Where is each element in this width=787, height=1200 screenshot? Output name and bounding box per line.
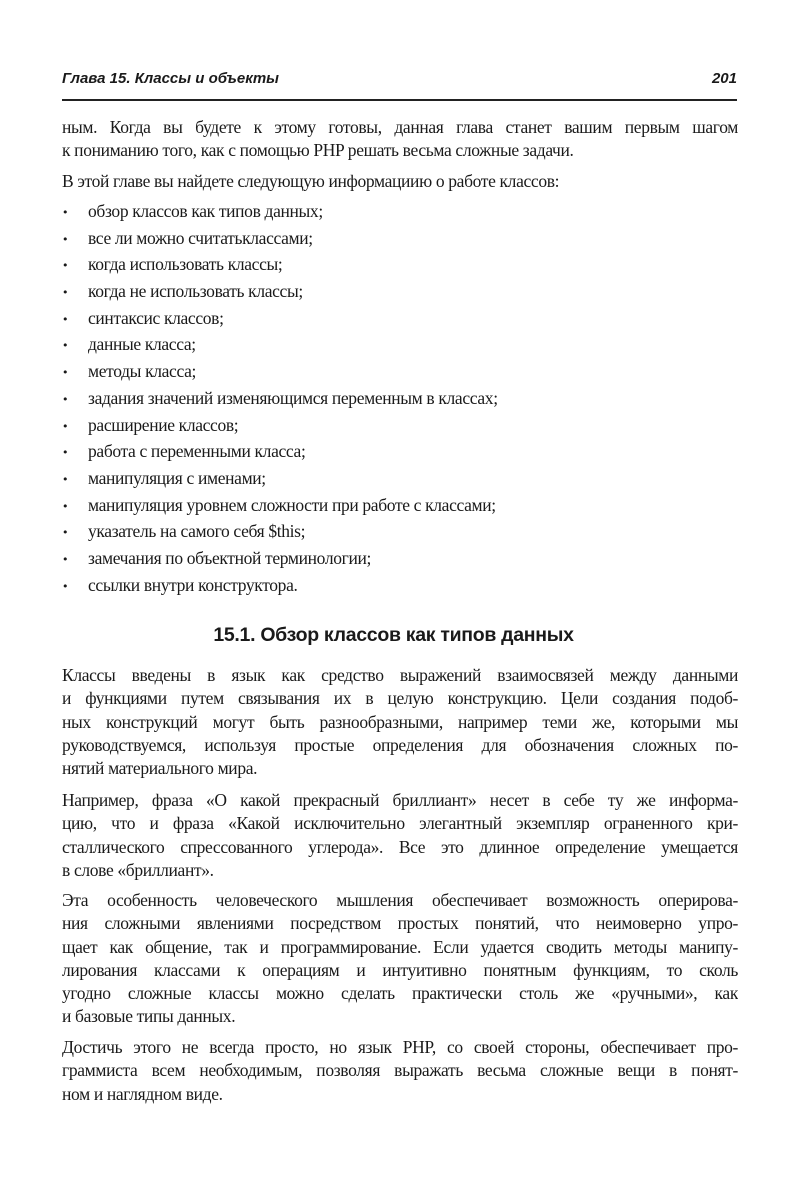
- text-line: сталлического спрессованного углерода». Все это длинное определение умещается: [62, 836, 738, 857]
- bullet-icon: •: [62, 232, 69, 246]
- header-rule: [62, 99, 737, 101]
- text-line: Например, фраза «О какой прекрасный бриллиант» несет в себе ту же информа-: [62, 790, 738, 810]
- list-item: [62, 251, 498, 278]
- text-line: Классы введены в язык как средство выражений взаимосвязей между данными: [62, 665, 738, 685]
- text-line: В этой главе вы найдете следующую информациию о работе классов:: [62, 171, 560, 191]
- bullet-icon: •: [62, 446, 69, 460]
- bullet-icon: •: [62, 526, 69, 540]
- text-line: ным. Когда вы будете к этому готовы, данная глава станет вашим первым шагом: [62, 117, 738, 137]
- section-heading: 15.1. Обзор классов как типов данных: [213, 624, 574, 646]
- list-item-text: манипуляция с именами;: [88, 467, 266, 488]
- list-item-text: синтаксис классов;: [88, 307, 224, 328]
- list-item-text: данные класса;: [88, 334, 196, 355]
- list-item: [62, 545, 498, 572]
- text-line: руководствуемся, используя простые определения для обозначения сложных по-: [62, 734, 738, 755]
- intro-paragraph: [62, 116, 738, 163]
- running-header: [62, 70, 737, 92]
- list-item-text: указатель на самого себя $this;: [88, 521, 306, 542]
- list-item: [62, 412, 498, 439]
- text-line: ния сложными явлениями посредством простых понятий, что неимоверно упро-: [62, 913, 738, 934]
- list-item-text: методы класса;: [88, 361, 197, 382]
- list-item-text: когда использовать классы;: [88, 254, 283, 275]
- list-item: [62, 518, 498, 545]
- list-item-text: расширение классов;: [88, 414, 239, 435]
- bullet-icon: •: [62, 392, 69, 406]
- bullet-icon: •: [62, 286, 69, 300]
- text-line: ном и наглядном виде.: [62, 1083, 223, 1104]
- list-item: [62, 465, 498, 492]
- text-line: и функциями путем связывания их в целую конструкцию. Цели создания подоб-: [62, 688, 738, 709]
- paragraph: [62, 664, 738, 780]
- list-item: [62, 198, 498, 225]
- list-item-text: когда не использовать классы;: [88, 281, 303, 302]
- text-line: Эта особенность человеческого мышления обеспечивает возможность оперирова-: [62, 890, 738, 910]
- text-line: к пониманию того, как с помощью PHP решать весьма сложные задачи.: [62, 140, 574, 161]
- text-line: Достичь этого не всегда просто, но язык PHP, со своей стороны, обеспечивает про-: [62, 1037, 738, 1057]
- bullet-icon: •: [62, 312, 69, 326]
- bullet-icon: •: [62, 472, 69, 486]
- text-line: в слове «бриллиант».: [62, 859, 214, 880]
- bullet-icon: •: [62, 552, 69, 566]
- text-line: нятий материального мира.: [62, 758, 258, 779]
- paragraph: [62, 1036, 738, 1106]
- bullet-icon: •: [62, 339, 69, 353]
- bullet-icon: •: [62, 499, 69, 513]
- chapter-title: Глава 15. Классы и объекты: [62, 70, 279, 87]
- list-item: [62, 305, 498, 332]
- bullet-icon: •: [62, 579, 69, 593]
- list-item-text: работа с переменными класса;: [88, 441, 306, 462]
- text-line: граммиста всем необходимым, позволяя выражать весьма сложные вещи в понят-: [62, 1060, 738, 1081]
- list-item-text: обзор классов как типов данных;: [88, 201, 323, 221]
- list-item: [62, 385, 498, 412]
- topic-list: [62, 198, 498, 598]
- lead-paragraph: [62, 170, 738, 193]
- bullet-icon: •: [62, 366, 69, 380]
- list-item-text: ссылки внутри конструктора.: [88, 574, 298, 595]
- list-item: [62, 225, 498, 252]
- list-item-text: манипуляция уровнем сложности при работе с классами;: [88, 494, 496, 515]
- bullet-icon: •: [62, 259, 69, 273]
- list-item: [62, 331, 498, 358]
- text-line: и базовые типы данных.: [62, 1006, 236, 1027]
- list-item: [62, 438, 498, 465]
- list-item: [62, 572, 498, 599]
- paragraph: [62, 789, 738, 882]
- list-item: [62, 358, 498, 385]
- list-item: [62, 492, 498, 519]
- text-line: щает как общение, так и программирование. Если удается сводить методы манипу-: [62, 936, 738, 957]
- text-line: лирования классами к операциям и интуитивно понятным функциям, то сколь: [62, 959, 738, 980]
- page-number: 201: [711, 70, 737, 87]
- list-item-text: все ли можно считатьклассами;: [88, 227, 313, 248]
- text-line: цию, что и фраза «Какой исключительно элегантный экземпляр ограненного кри-: [62, 813, 738, 834]
- text-line: ных конструкций могут быть разнообразными, например теми же, которыми мы: [62, 711, 738, 732]
- bullet-icon: •: [62, 206, 69, 219]
- text-line: угодно сложные классы можно сделать практически столь же «ручными», как: [62, 983, 738, 1004]
- paragraph: [62, 889, 738, 1029]
- list-item-text: задания значений изменяющимся переменным в классах;: [88, 387, 498, 408]
- bullet-icon: •: [62, 419, 69, 433]
- list-item: [62, 278, 498, 305]
- list-item-text: замечания по объектной терминологии;: [88, 547, 371, 568]
